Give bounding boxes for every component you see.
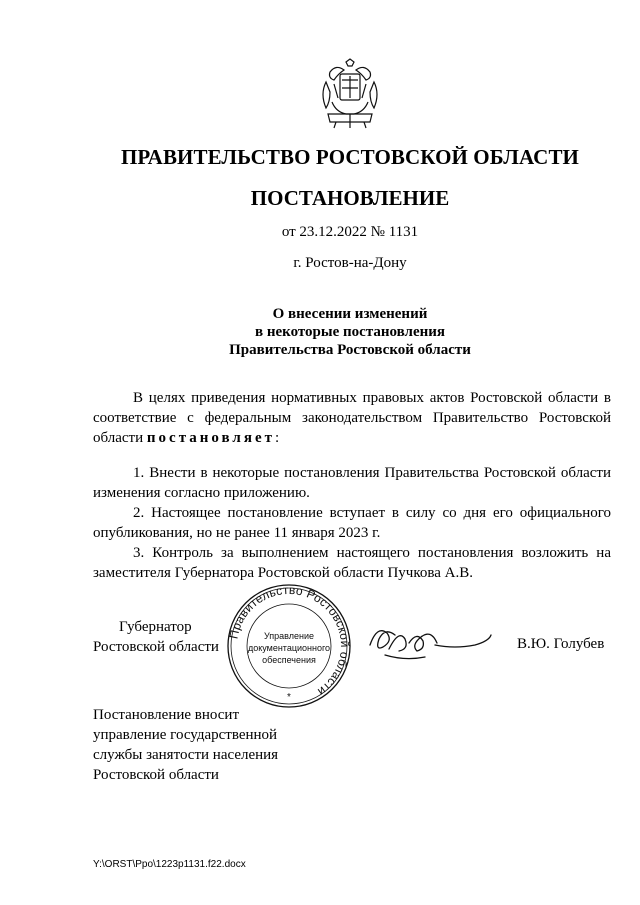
handwritten-signature <box>365 615 495 670</box>
list-item-text: 3. Контроль за выполнением настоящего постановления возложить на заместителя Губернатора Ростовской области Пучкова А.В. <box>93 545 611 581</box>
signer-title-line: Губернатор <box>119 619 192 635</box>
list-item-text: 1. Внести в некоторые постановления Правительства Ростовской области изменения согласно приложению. <box>93 465 611 501</box>
city: г. Ростов-на-Дону <box>293 255 407 271</box>
subject-line: О внесении изменений <box>272 306 428 322</box>
submitted-by-line: службы занятости населения <box>93 747 279 763</box>
preamble-text: В целях приведения нормативных правовых актов Ростовской области в соответствие с федеральным законодательством Правительство Ростовской области <box>93 390 611 446</box>
subject-line: Правительства Ростовской области <box>229 342 471 358</box>
document-subject <box>0 305 640 359</box>
preamble-tail: : <box>275 430 280 446</box>
government-heading: ПРАВИТЕЛЬСТВО РОСТОВСКОЙ ОБЛАСТИ <box>121 145 579 169</box>
svg-text:Правительство Ростовской облас <box>226 583 352 699</box>
stamp-star: * <box>287 692 291 703</box>
list-item <box>93 503 611 543</box>
submitted-by-note <box>93 705 313 785</box>
document-type-heading: ПОСТАНОВЛЕНИЕ <box>250 186 450 210</box>
signer-name: В.Ю. Голубев <box>517 636 605 652</box>
list-item <box>93 543 611 583</box>
submitted-by-line: управление государственной <box>93 727 278 743</box>
list-item-text: 2. Настоящее постановление вступает в силу со дня его официального опубликования, но не ранее 11 января 2023 г. <box>93 505 611 541</box>
preamble-keyword: постановляет <box>146 430 275 446</box>
signer-title-line: Ростовской области <box>93 639 219 655</box>
file-path: Y:\ORST\Ppo\1223p1131.f22.docx <box>93 859 246 870</box>
subject-line: в некоторые постановления <box>254 324 446 340</box>
stamp-outer-text: Правительство Ростовской области <box>226 583 352 700</box>
preamble-paragraph <box>93 388 611 448</box>
stamp-inner-text: документационного <box>247 643 331 653</box>
stamp-inner-text: обеспечения <box>262 655 316 665</box>
coat-of-arms-icon <box>316 58 384 130</box>
date-number: от 23.12.2022 № 1131 <box>281 224 419 240</box>
official-stamp <box>226 583 352 709</box>
submitted-by-line: Постановление вносит <box>93 707 240 723</box>
list-item <box>93 463 611 503</box>
submitted-by-line: Ростовской области <box>93 767 219 783</box>
stamp-inner-text: Управление <box>263 631 315 641</box>
signer-title <box>93 617 223 657</box>
